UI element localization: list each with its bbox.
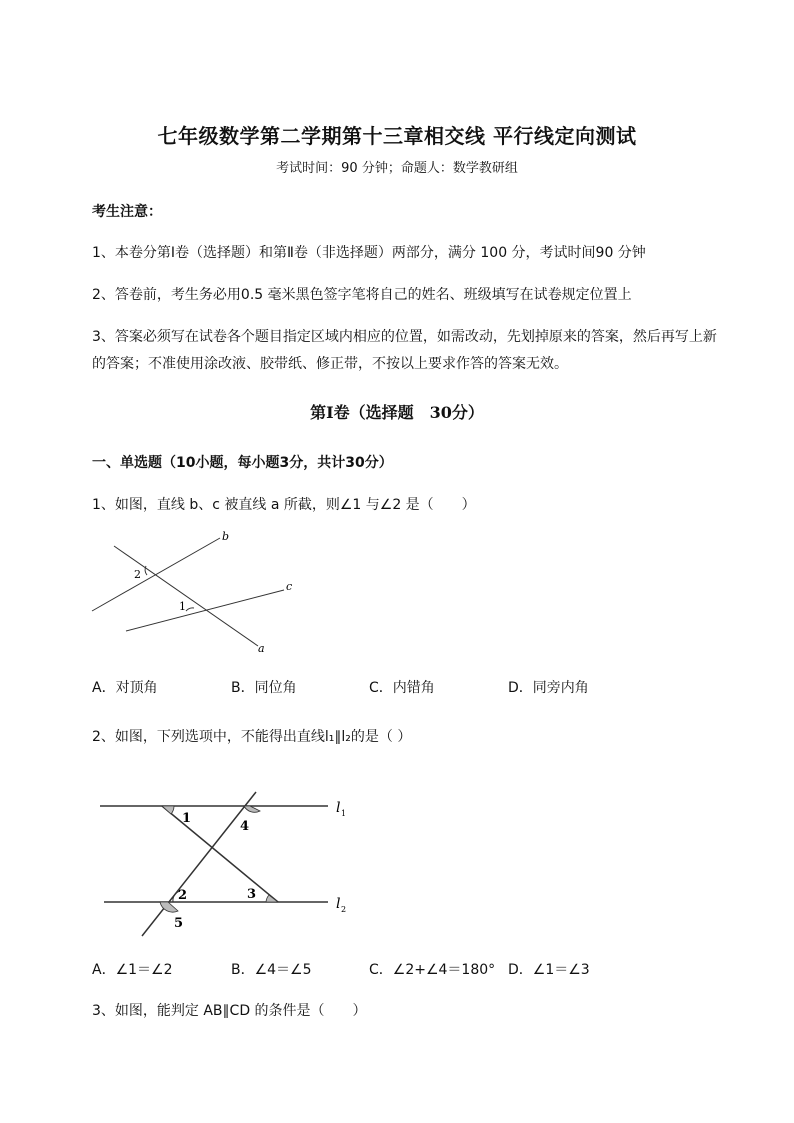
notice-heading: 考生注意： [92, 204, 162, 220]
line-b [92, 538, 220, 611]
question-2-figure [96, 790, 366, 940]
question-1-stem: 1、如图，直线 b、c 被直线 a 所截，则∠1 与∠2 是（ ） [92, 497, 476, 513]
q2-option-a: A．∠1＝∠2 [92, 962, 173, 978]
label-4: 4 [240, 819, 250, 834]
q1-option-b: B．同位角 [231, 680, 297, 696]
line-c [126, 590, 284, 631]
angle-4-arc [244, 806, 260, 812]
label-3: 3 [247, 887, 257, 902]
line-a [114, 546, 258, 646]
angle-3-arc [266, 895, 278, 902]
label-2: 2 [134, 568, 141, 581]
part-heading: 一、单选题（10小题，每小题3分，共计30分） [92, 455, 393, 471]
q2-option-d: D．∠1＝∠3 [508, 962, 590, 978]
transversal-1 [142, 792, 256, 936]
label-b: b [222, 530, 230, 543]
notice-item-1: 1、本卷分第Ⅰ卷（选择题）和第Ⅱ卷（非选择题）两部分，满分 100 分，考试时间90 分钟 [92, 245, 646, 261]
label-l2-sub: 2 [341, 905, 347, 914]
angle-1-arc [186, 608, 194, 611]
label-l2: l [336, 896, 341, 912]
exam-subtitle: 考试时间：90 分钟；命题人：数学教研组 [276, 161, 518, 176]
label-1: 1 [182, 811, 192, 826]
notice-item-2: 2、答卷前，考生务必用0.5 毫米黑色签字笔将自己的姓名、班级填写在试卷规定位置上 [92, 287, 632, 303]
label-l1-sub: 1 [341, 809, 347, 818]
angle-2-arc [145, 566, 147, 575]
section-title: 第Ⅰ卷（选择题 30分） [310, 403, 484, 422]
q1-option-c: C．内错角 [369, 680, 435, 696]
label-1: 1 [179, 600, 186, 613]
label-5: 5 [174, 916, 184, 931]
label-a: a [258, 642, 265, 655]
page-title: 七年级数学第二学期第十三章相交线 平行线定向测试 [157, 124, 637, 148]
q2-option-b: B．∠4＝∠5 [231, 962, 312, 978]
label-l1: l [336, 800, 341, 816]
question-3-stem: 3、如图，能判定 AB∥CD 的条件是（ ） [92, 1003, 367, 1019]
notice-item-3: 3、答案必须写在试卷各个题目指定区域内相应的位置，如需改动，先划掉原来的答案，然后再写上新 [92, 329, 717, 345]
q1-option-a: A．对顶角 [92, 680, 158, 696]
angle-1-arc [162, 806, 174, 814]
notice-item-3-cont: 的答案；不准使用涂改液、胶带纸、修正带，不按以上要求作答的答案无效。 [92, 356, 568, 372]
q1-option-d: D．同旁内角 [508, 680, 589, 696]
question-2-stem: 2、如图，下列选项中，不能得出直线l₁∥l₂的是（ ） [92, 729, 412, 745]
label-2: 2 [178, 888, 188, 903]
q2-option-c: C．∠2+∠4＝180° [369, 962, 496, 978]
label-c: c [286, 580, 293, 593]
question-1-figure [88, 528, 308, 658]
